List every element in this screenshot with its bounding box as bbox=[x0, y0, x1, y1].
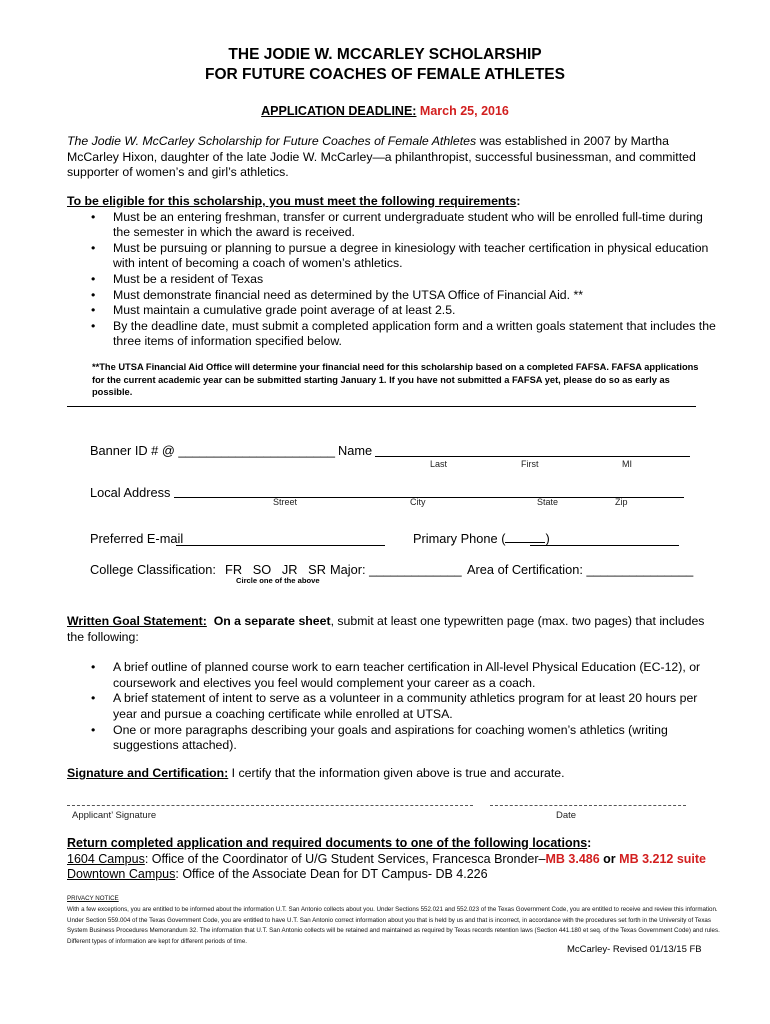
address-state-label: State bbox=[537, 497, 559, 507]
major-field[interactable]: Major: _____________ bbox=[330, 562, 462, 577]
list-item: • A brief statement of intent to serve as a volunteer in a community athletics program for at least 20 hours per year and pursue a coaching certificate while enrolled at UTSA. bbox=[67, 691, 717, 722]
eligibility-heading-colon: : bbox=[516, 194, 521, 208]
return-locations bbox=[67, 836, 717, 883]
campus-1604 bbox=[67, 852, 717, 868]
campus-downtown-office: : Office of the Associate Dean for DT Campus- DB 4.226 bbox=[175, 867, 488, 882]
goal-intro bbox=[67, 614, 717, 645]
applicant-signature-line[interactable] bbox=[67, 805, 473, 806]
primary-phone-label bbox=[413, 531, 550, 546]
goal-separate-sheet: On a separate sheet bbox=[213, 614, 331, 628]
address-zip-label: Zip bbox=[615, 497, 628, 507]
goal-list bbox=[67, 660, 717, 754]
applicant-signature-label: Applicant’ Signature bbox=[72, 810, 157, 821]
email-label: Preferred E-mail bbox=[90, 531, 184, 546]
eligibility-heading bbox=[67, 194, 717, 210]
list-item: • Must be pursuing or planning to pursue a degree in kinesiology with teacher certification in physical education with intent of becoming a coach of women’s athletics. bbox=[67, 241, 717, 272]
phone-label-text: Primary Phone ( bbox=[413, 531, 506, 546]
classification-options[interactable]: FR SO JR SR bbox=[225, 562, 326, 577]
signature-heading: Signature and Certification: bbox=[67, 766, 229, 780]
section-divider bbox=[67, 406, 696, 407]
application-deadline bbox=[0, 104, 770, 118]
address-city-label: City bbox=[410, 497, 426, 507]
intro-paragraph bbox=[67, 134, 717, 181]
revision-note: McCarley- Revised 01/13/15 FB bbox=[567, 944, 702, 955]
campus-downtown bbox=[67, 867, 717, 883]
signature-text: I certify that the information given above is true and accurate. bbox=[228, 766, 565, 780]
campus-1604-or: or bbox=[599, 851, 620, 866]
privacy-heading: PRIVACY NOTICE bbox=[67, 895, 119, 902]
campus-1604-room-1: MB 3.486 bbox=[545, 851, 600, 866]
circle-note: Circle one of the above bbox=[236, 576, 320, 585]
address-input-line[interactable] bbox=[174, 497, 684, 498]
signature-certification bbox=[67, 766, 717, 782]
name-mi-label: MI bbox=[622, 459, 632, 469]
campus-1604-label: 1604 Campus bbox=[67, 851, 145, 866]
college-classification-label: College Classification: bbox=[90, 562, 216, 577]
campus-1604-office: : Office of the Coordinator of U/G Student Services, Francesca Bronder– bbox=[144, 851, 546, 866]
list-item: • Must maintain a cumulative grade point average of at least 2.5. bbox=[67, 303, 717, 319]
return-heading-colon: : bbox=[587, 836, 592, 850]
phone-area-code-input[interactable] bbox=[505, 542, 545, 543]
eligibility-heading-text: To be eligible for this scholarship, you must meet the following requirements bbox=[67, 194, 517, 208]
list-item: • By the deadline date, must submit a completed application form and a written goals statement that includes the three items of information specified below. bbox=[67, 319, 717, 350]
date-line[interactable] bbox=[490, 805, 686, 806]
email-input-line[interactable] bbox=[176, 545, 385, 546]
list-item: • Must demonstrate financial need as determined by the UTSA Office of Financial Aid. ** bbox=[67, 288, 717, 304]
return-heading-text: Return completed application and required documents to one of the following locations bbox=[67, 836, 588, 850]
list-item: • Must be a resident of Texas bbox=[67, 272, 717, 288]
goal-heading: Written Goal Statement: bbox=[67, 614, 207, 628]
deadline-label: APPLICATION DEADLINE: bbox=[261, 104, 417, 118]
name-last-label: Last bbox=[430, 459, 448, 469]
goal-text: , submit at least one typewritten page (max. two pages) that includes the following: bbox=[67, 614, 705, 644]
intro-text: was established in 2007 by Martha McCarley Hixon, daughter of the late Jodie W. McCarley—a philanthropist, successful businessman, and committed supporter of women’s and girl’s athletics. bbox=[67, 134, 696, 180]
list-item: • Must be an entering freshman, transfer or current undergraduate student who will be enrolled full-time during the semester in which the award is received. bbox=[67, 210, 717, 241]
area-of-certification-field[interactable]: Area of Certification: _______________ bbox=[467, 562, 694, 577]
phone-paren: ) bbox=[545, 531, 550, 546]
banner-id-field[interactable]: Banner ID # @ ______________________ bbox=[90, 443, 335, 458]
fafsa-note: **The UTSA Financial Aid Office will determine your financial need for this scholarship based on a completed FAFSA. FAFSA applications for the current academic year can be submitted starting January 1. If you have not submitted a FAFSA yet, please do so as early as possible. bbox=[92, 362, 699, 398]
name-label: Name bbox=[338, 443, 373, 458]
campus-downtown-label: Downtown Campus bbox=[67, 867, 176, 882]
name-input-line[interactable] bbox=[375, 456, 690, 457]
eligibility-list bbox=[67, 210, 717, 350]
document-title-line2: FOR FUTURE COACHES OF FEMALE ATHLETES bbox=[205, 66, 565, 83]
deadline-date: March 25, 2016 bbox=[416, 104, 509, 118]
goal-statement-section bbox=[67, 614, 717, 754]
list-item: • A brief outline of planned course work to earn teacher certification in All-level Physical Education (EC-12), or coursework and electives you feel would complement your career as a coach. bbox=[67, 660, 717, 691]
scholarship-name: The Jodie W. McCarley Scholarship for Future Coaches of Female Athletes bbox=[67, 134, 477, 148]
eligibility-section bbox=[67, 194, 717, 350]
list-item: • One or more paragraphs describing your goals and aspirations for coaching women’s athletics (writing suggestions attached). bbox=[67, 723, 717, 754]
date-label: Date bbox=[556, 810, 577, 821]
document-title-line1: THE JODIE W. MCCARLEY SCHOLARSHIP bbox=[228, 46, 542, 63]
phone-input-line[interactable] bbox=[530, 545, 679, 546]
name-first-label: First bbox=[521, 459, 539, 469]
privacy-notice bbox=[67, 894, 721, 948]
privacy-text: With a few exceptions, you are entitled to be informed about the information U.T. San Antonio collects about you. Under Sections 552.021 and 552.023 of the Texas Government Code, you are entitled to receive and review this information. Under Section 559.004 of the Texas Government Code, you are entitled to have U.T. San Antonio correct information about you that is held by us and that is incorrect, in accordance with the procedures set forth in the University of Texas System Business Procedures Memorandum 32. The information that U.T. San Antonio collects will be retained and maintained as required by Texas records retention laws (Section 441.180 et seq. of the Texas Government Code) and rules. Different types of information are kept for different periods of time. bbox=[67, 905, 720, 946]
return-heading bbox=[67, 836, 717, 852]
address-street-label: Street bbox=[273, 497, 298, 507]
campus-1604-room-2: MB 3.212 suite bbox=[619, 851, 706, 866]
local-address-label: Local Address bbox=[90, 485, 171, 500]
